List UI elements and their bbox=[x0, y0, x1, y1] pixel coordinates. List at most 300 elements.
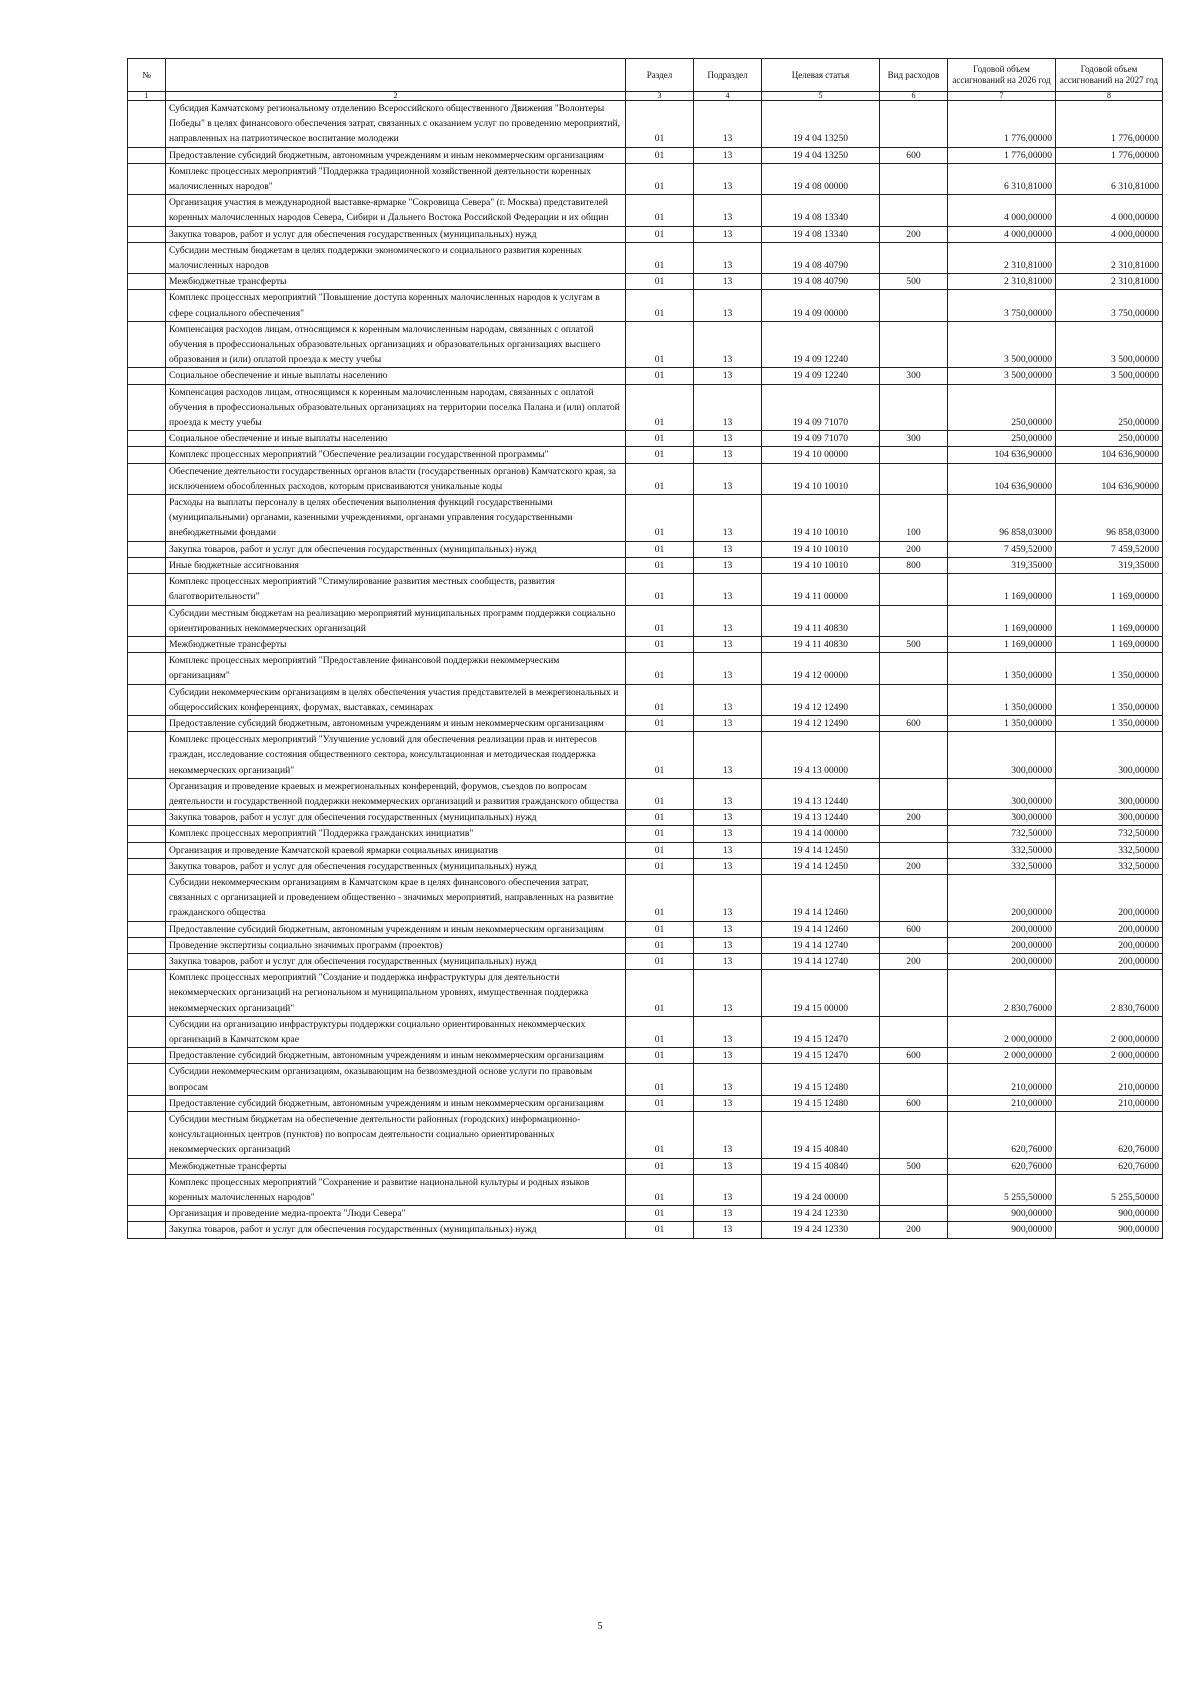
table-row bbox=[128, 195, 1163, 226]
row-2027-cell: 2 000,00000 bbox=[1056, 1048, 1163, 1064]
row-podrazdel-cell: 13 bbox=[694, 970, 762, 1017]
row-target-cell: 19 4 10 10010 bbox=[762, 557, 880, 573]
row-2027-cell: 1 776,00000 bbox=[1056, 147, 1163, 163]
row-razdel-cell: 01 bbox=[626, 290, 694, 321]
row-2026-cell: 300,00000 bbox=[948, 778, 1056, 809]
row-2026-cell: 2 830,76000 bbox=[948, 970, 1056, 1017]
table-body bbox=[128, 101, 1163, 1239]
row-razdel-cell: 01 bbox=[626, 1174, 694, 1205]
row-target-cell: 19 4 13 12440 bbox=[762, 810, 880, 826]
row-2027-cell: 900,00000 bbox=[1056, 1206, 1163, 1222]
row-number-cell bbox=[128, 290, 166, 321]
row-number-cell bbox=[128, 826, 166, 842]
col-number: 7 bbox=[948, 92, 1056, 101]
row-name-cell: Компенсация расходов лицам, относящимся к коренным малочисленным народам, связанных с оплатой обучения в профессиональных образовательных организациях и образовательных организациях высшего образования и (или) оплатой проезда к месту учебы bbox=[166, 321, 626, 368]
row-2026-cell: 200,00000 bbox=[948, 921, 1056, 937]
row-2026-cell: 5 255,50000 bbox=[948, 1174, 1056, 1205]
row-2027-cell: 96 858,03000 bbox=[1056, 495, 1163, 542]
row-number-cell bbox=[128, 778, 166, 809]
page-number: 5 bbox=[597, 1621, 603, 1632]
table-row bbox=[128, 384, 1163, 431]
row-podrazdel-cell: 13 bbox=[694, 226, 762, 242]
row-2026-cell: 300,00000 bbox=[948, 810, 1056, 826]
row-podrazdel-cell: 13 bbox=[694, 163, 762, 194]
row-name-cell: Межбюджетные трансферты bbox=[166, 1158, 626, 1174]
row-name-cell: Иные бюджетные ассигнования bbox=[166, 557, 626, 573]
row-2027-cell: 300,00000 bbox=[1056, 810, 1163, 826]
row-number-cell bbox=[128, 226, 166, 242]
row-podrazdel-cell: 13 bbox=[694, 636, 762, 652]
row-2026-cell: 1 776,00000 bbox=[948, 101, 1056, 148]
row-podrazdel-cell: 13 bbox=[694, 842, 762, 858]
row-2026-cell: 332,50000 bbox=[948, 858, 1056, 874]
row-2026-cell: 319,35000 bbox=[948, 557, 1056, 573]
row-2026-cell: 1 169,00000 bbox=[948, 605, 1056, 636]
row-razdel-cell: 01 bbox=[626, 653, 694, 684]
row-razdel-cell: 01 bbox=[626, 163, 694, 194]
row-2027-cell: 3 500,00000 bbox=[1056, 321, 1163, 368]
table-row bbox=[128, 636, 1163, 652]
table-row bbox=[128, 557, 1163, 573]
row-razdel-cell: 01 bbox=[626, 1095, 694, 1111]
row-target-cell: 19 4 15 40840 bbox=[762, 1112, 880, 1159]
row-number-cell bbox=[128, 384, 166, 431]
row-2026-cell: 332,50000 bbox=[948, 842, 1056, 858]
row-razdel-cell: 01 bbox=[626, 1222, 694, 1238]
row-vid-cell bbox=[880, 842, 948, 858]
row-2026-cell: 4 000,00000 bbox=[948, 195, 1056, 226]
row-razdel-cell: 01 bbox=[626, 431, 694, 447]
row-2027-cell: 200,00000 bbox=[1056, 937, 1163, 953]
row-name-cell: Организация и проведение медиа-проекта "Люди Севера" bbox=[166, 1206, 626, 1222]
row-number-cell bbox=[128, 1095, 166, 1111]
row-razdel-cell: 01 bbox=[626, 384, 694, 431]
row-razdel-cell: 01 bbox=[626, 557, 694, 573]
row-name-cell: Комплекс процессных мероприятий "Поддержка традиционной хозяйственной деятельности коренных малочисленных народов" bbox=[166, 163, 626, 194]
row-target-cell: 19 4 04 13250 bbox=[762, 101, 880, 148]
row-vid-cell bbox=[880, 384, 948, 431]
row-2027-cell: 2 000,00000 bbox=[1056, 1016, 1163, 1047]
row-2027-cell: 210,00000 bbox=[1056, 1095, 1163, 1111]
row-razdel-cell: 01 bbox=[626, 842, 694, 858]
row-razdel-cell: 01 bbox=[626, 226, 694, 242]
row-vid-cell bbox=[880, 1064, 948, 1095]
row-2027-cell: 1 169,00000 bbox=[1056, 636, 1163, 652]
row-2027-cell: 620,76000 bbox=[1056, 1112, 1163, 1159]
row-name-cell: Комплекс процессных мероприятий "Создание и поддержка инфраструктуры для деятельности некоммерческих организаций на региональном и муниципальном уровнях, имущественная поддержка некоммерческих организаций" bbox=[166, 970, 626, 1017]
row-podrazdel-cell: 13 bbox=[694, 447, 762, 463]
row-name-cell: Комплекс процессных мероприятий "Улучшение условий для обеспечения реализации прав и интересов граждан, исследование состояния общественного сектора, консультационная и методическая поддержка некоммерческих организаций" bbox=[166, 732, 626, 779]
col-number: 6 bbox=[880, 92, 948, 101]
row-target-cell: 19 4 09 00000 bbox=[762, 290, 880, 321]
row-2027-cell: 104 636,90000 bbox=[1056, 447, 1163, 463]
row-podrazdel-cell: 13 bbox=[694, 101, 762, 148]
row-podrazdel-cell: 13 bbox=[694, 368, 762, 384]
table-row bbox=[128, 463, 1163, 494]
row-target-cell: 19 4 14 12460 bbox=[762, 921, 880, 937]
row-razdel-cell: 01 bbox=[626, 541, 694, 557]
row-vid-cell bbox=[880, 653, 948, 684]
col-number: 4 bbox=[694, 92, 762, 101]
row-podrazdel-cell: 13 bbox=[694, 431, 762, 447]
row-2026-cell: 1 350,00000 bbox=[948, 715, 1056, 731]
row-2026-cell: 1 169,00000 bbox=[948, 574, 1056, 605]
row-razdel-cell: 01 bbox=[626, 495, 694, 542]
row-number-cell bbox=[128, 431, 166, 447]
row-target-cell: 19 4 14 00000 bbox=[762, 826, 880, 842]
table-row bbox=[128, 226, 1163, 242]
table-row bbox=[128, 826, 1163, 842]
row-target-cell: 19 4 24 12330 bbox=[762, 1206, 880, 1222]
row-target-cell: 19 4 24 00000 bbox=[762, 1174, 880, 1205]
row-number-cell bbox=[128, 195, 166, 226]
row-razdel-cell: 01 bbox=[626, 1112, 694, 1159]
row-podrazdel-cell: 13 bbox=[694, 463, 762, 494]
row-target-cell: 19 4 10 00000 bbox=[762, 447, 880, 463]
table-row bbox=[128, 810, 1163, 826]
row-number-cell bbox=[128, 842, 166, 858]
row-podrazdel-cell: 13 bbox=[694, 778, 762, 809]
row-number-cell bbox=[128, 557, 166, 573]
row-number-cell bbox=[128, 163, 166, 194]
row-podrazdel-cell: 13 bbox=[694, 684, 762, 715]
table-row bbox=[128, 715, 1163, 731]
row-target-cell: 19 4 14 12460 bbox=[762, 874, 880, 921]
row-target-cell: 19 4 12 00000 bbox=[762, 653, 880, 684]
header-razdel: Раздел bbox=[626, 59, 694, 92]
row-2027-cell: 732,50000 bbox=[1056, 826, 1163, 842]
row-number-cell bbox=[128, 810, 166, 826]
row-vid-cell bbox=[880, 684, 948, 715]
table-row bbox=[128, 1158, 1163, 1174]
row-name-cell: Компенсация расходов лицам, относящимся к коренным малочисленным народам, связанных с оплатой обучения в профессиональных образовательных организациях на территории поселка Палана и (или) оплатой проезда к месту учебы bbox=[166, 384, 626, 431]
col-number: 8 bbox=[1056, 92, 1163, 101]
row-vid-cell: 600 bbox=[880, 1048, 948, 1064]
table-row bbox=[128, 101, 1163, 148]
row-podrazdel-cell: 13 bbox=[694, 574, 762, 605]
row-podrazdel-cell: 13 bbox=[694, 937, 762, 953]
row-number-cell bbox=[128, 101, 166, 148]
row-name-cell: Межбюджетные трансферты bbox=[166, 274, 626, 290]
row-2027-cell: 2 310,81000 bbox=[1056, 242, 1163, 273]
row-target-cell: 19 4 04 13250 bbox=[762, 147, 880, 163]
row-razdel-cell: 01 bbox=[626, 1064, 694, 1095]
table-row bbox=[128, 541, 1163, 557]
row-2026-cell: 1 350,00000 bbox=[948, 684, 1056, 715]
row-number-cell bbox=[128, 1112, 166, 1159]
budget-table-page bbox=[127, 58, 1159, 1239]
row-name-cell: Расходы на выплаты персоналу в целях обеспечения выполнения функций государственными (муниципальными) органами, казенными учреждениями, органами управления государственными внебюджетными фондами bbox=[166, 495, 626, 542]
row-2027-cell: 4 000,00000 bbox=[1056, 226, 1163, 242]
row-vid-cell: 200 bbox=[880, 858, 948, 874]
row-name-cell: Субсидии некоммерческим организациям в целях обеспечения участия представителей в межрегиональных и общероссийских конференциях, форумах, выставках, семинарах bbox=[166, 684, 626, 715]
col-number: 3 bbox=[626, 92, 694, 101]
row-vid-cell bbox=[880, 195, 948, 226]
row-vid-cell bbox=[880, 463, 948, 494]
row-2027-cell: 3 500,00000 bbox=[1056, 368, 1163, 384]
table-row bbox=[128, 368, 1163, 384]
row-number-cell bbox=[128, 274, 166, 290]
header-podrazdel: Подраздел bbox=[694, 59, 762, 92]
row-number-cell bbox=[128, 921, 166, 937]
row-target-cell: 19 4 15 00000 bbox=[762, 970, 880, 1017]
row-2027-cell: 1 350,00000 bbox=[1056, 715, 1163, 731]
row-vid-cell: 800 bbox=[880, 557, 948, 573]
table-row bbox=[128, 953, 1163, 969]
row-vid-cell: 200 bbox=[880, 1222, 948, 1238]
row-razdel-cell: 01 bbox=[626, 732, 694, 779]
row-name-cell: Комплекс процессных мероприятий "Поддержка гражданских инициатив" bbox=[166, 826, 626, 842]
header-2027: Годовой объем ассигнований на 2027 год bbox=[1056, 59, 1163, 92]
row-2026-cell: 2 310,81000 bbox=[948, 242, 1056, 273]
header-row bbox=[128, 59, 1163, 92]
table-row bbox=[128, 778, 1163, 809]
row-podrazdel-cell: 13 bbox=[694, 1095, 762, 1111]
row-razdel-cell: 01 bbox=[626, 684, 694, 715]
row-name-cell: Межбюджетные трансферты bbox=[166, 636, 626, 652]
row-2026-cell: 900,00000 bbox=[948, 1222, 1056, 1238]
row-2026-cell: 900,00000 bbox=[948, 1206, 1056, 1222]
row-target-cell: 19 4 15 12480 bbox=[762, 1095, 880, 1111]
header-no: № bbox=[128, 59, 166, 92]
row-2027-cell: 6 310,81000 bbox=[1056, 163, 1163, 194]
col-number: 1 bbox=[128, 92, 166, 101]
col-number: 5 bbox=[762, 92, 880, 101]
row-target-cell: 19 4 08 13340 bbox=[762, 195, 880, 226]
row-podrazdel-cell: 13 bbox=[694, 715, 762, 731]
table-row bbox=[128, 937, 1163, 953]
row-2027-cell: 300,00000 bbox=[1056, 778, 1163, 809]
row-razdel-cell: 01 bbox=[626, 636, 694, 652]
row-2026-cell: 200,00000 bbox=[948, 953, 1056, 969]
row-number-cell bbox=[128, 463, 166, 494]
row-vid-cell: 100 bbox=[880, 495, 948, 542]
row-vid-cell: 600 bbox=[880, 715, 948, 731]
row-name-cell: Предоставление субсидий бюджетным, автономным учреждениям и иным некоммерческим организациям bbox=[166, 1095, 626, 1111]
row-vid-cell: 200 bbox=[880, 541, 948, 557]
row-2027-cell: 1 169,00000 bbox=[1056, 574, 1163, 605]
table-row bbox=[128, 1095, 1163, 1111]
row-vid-cell: 200 bbox=[880, 226, 948, 242]
row-razdel-cell: 01 bbox=[626, 605, 694, 636]
row-2026-cell: 210,00000 bbox=[948, 1064, 1056, 1095]
row-2026-cell: 250,00000 bbox=[948, 431, 1056, 447]
row-2026-cell: 200,00000 bbox=[948, 874, 1056, 921]
row-vid-cell bbox=[880, 874, 948, 921]
table-row bbox=[128, 605, 1163, 636]
row-target-cell: 19 4 08 00000 bbox=[762, 163, 880, 194]
row-podrazdel-cell: 13 bbox=[694, 195, 762, 226]
row-number-cell bbox=[128, 1222, 166, 1238]
row-2026-cell: 250,00000 bbox=[948, 384, 1056, 431]
row-podrazdel-cell: 13 bbox=[694, 653, 762, 684]
table-row bbox=[128, 447, 1163, 463]
row-number-cell bbox=[128, 605, 166, 636]
row-number-cell bbox=[128, 321, 166, 368]
row-2027-cell: 332,50000 bbox=[1056, 842, 1163, 858]
row-2026-cell: 2 310,81000 bbox=[948, 274, 1056, 290]
row-razdel-cell: 01 bbox=[626, 1206, 694, 1222]
row-razdel-cell: 01 bbox=[626, 321, 694, 368]
row-2027-cell: 1 350,00000 bbox=[1056, 684, 1163, 715]
row-2026-cell: 104 636,90000 bbox=[948, 463, 1056, 494]
row-name-cell: Субсидии местным бюджетам на реализацию мероприятий муниципальных программ поддержки социально ориентированных некоммерческих организаций bbox=[166, 605, 626, 636]
row-number-cell bbox=[128, 1048, 166, 1064]
table-row bbox=[128, 732, 1163, 779]
row-2027-cell: 332,50000 bbox=[1056, 858, 1163, 874]
table-row bbox=[128, 970, 1163, 1017]
table-row bbox=[128, 874, 1163, 921]
row-number-cell bbox=[128, 1016, 166, 1047]
row-2027-cell: 1 350,00000 bbox=[1056, 653, 1163, 684]
row-2026-cell: 1 350,00000 bbox=[948, 653, 1056, 684]
table-row bbox=[128, 1174, 1163, 1205]
row-2027-cell: 2 830,76000 bbox=[1056, 970, 1163, 1017]
row-number-cell bbox=[128, 684, 166, 715]
row-name-cell: Комплекс процессных мероприятий "Предоставление финансовой поддержки некоммерческим организациям" bbox=[166, 653, 626, 684]
table-row bbox=[128, 1112, 1163, 1159]
row-2027-cell: 620,76000 bbox=[1056, 1158, 1163, 1174]
row-target-cell: 19 4 15 12480 bbox=[762, 1064, 880, 1095]
row-target-cell: 19 4 24 12330 bbox=[762, 1222, 880, 1238]
row-podrazdel-cell: 13 bbox=[694, 1016, 762, 1047]
row-name-cell: Обеспечение деятельности государственных органов власти (государственных органов) Камчатского края, за исключением обособленных расходов, которым присваиваются уникальные коды bbox=[166, 463, 626, 494]
table-row bbox=[128, 431, 1163, 447]
row-razdel-cell: 01 bbox=[626, 1016, 694, 1047]
row-name-cell: Субсидии некоммерческим организациям, оказывающим на безвозмездной основе услуги по правовым вопросам bbox=[166, 1064, 626, 1095]
row-name-cell: Субсидии местным бюджетам в целях поддержки экономического и социального развития коренных малочисленных народов bbox=[166, 242, 626, 273]
row-vid-cell bbox=[880, 937, 948, 953]
row-name-cell: Организация и проведение краевых и межрегиональных конференций, форумов, съездов по вопросам деятельности и государственной поддержки некоммерческих организаций и развития гражданского общества bbox=[166, 778, 626, 809]
row-podrazdel-cell: 13 bbox=[694, 147, 762, 163]
table-row bbox=[128, 1064, 1163, 1095]
row-razdel-cell: 01 bbox=[626, 574, 694, 605]
row-target-cell: 19 4 14 12450 bbox=[762, 842, 880, 858]
row-vid-cell: 300 bbox=[880, 431, 948, 447]
row-razdel-cell: 01 bbox=[626, 953, 694, 969]
header-name bbox=[166, 59, 626, 92]
row-2026-cell: 732,50000 bbox=[948, 826, 1056, 842]
row-podrazdel-cell: 13 bbox=[694, 242, 762, 273]
row-razdel-cell: 01 bbox=[626, 921, 694, 937]
row-number-cell bbox=[128, 574, 166, 605]
row-razdel-cell: 01 bbox=[626, 368, 694, 384]
row-razdel-cell: 01 bbox=[626, 778, 694, 809]
row-podrazdel-cell: 13 bbox=[694, 732, 762, 779]
row-2026-cell: 620,76000 bbox=[948, 1112, 1056, 1159]
row-name-cell: Субсидии местным бюджетам на обеспечение деятельности районных (городских) информационно-консультационных центров (пунктов) по вопросам деятельности социально ориентированных некоммерческих организаций bbox=[166, 1112, 626, 1159]
row-vid-cell bbox=[880, 1112, 948, 1159]
col-number: 2 bbox=[166, 92, 626, 101]
row-razdel-cell: 01 bbox=[626, 858, 694, 874]
row-razdel-cell: 01 bbox=[626, 1158, 694, 1174]
row-vid-cell bbox=[880, 970, 948, 1017]
row-razdel-cell: 01 bbox=[626, 810, 694, 826]
row-vid-cell bbox=[880, 1016, 948, 1047]
row-vid-cell: 500 bbox=[880, 1158, 948, 1174]
row-razdel-cell: 01 bbox=[626, 447, 694, 463]
row-target-cell: 19 4 09 71070 bbox=[762, 384, 880, 431]
table-row bbox=[128, 858, 1163, 874]
row-name-cell: Организация и проведение Камчатской краевой ярмарки социальных инициатив bbox=[166, 842, 626, 858]
row-2027-cell: 900,00000 bbox=[1056, 1222, 1163, 1238]
row-name-cell: Комплекс процессных мероприятий "Стимулирование развития местных сообществ, развития благотворительности" bbox=[166, 574, 626, 605]
row-target-cell: 19 4 15 12470 bbox=[762, 1048, 880, 1064]
table-row bbox=[128, 163, 1163, 194]
row-target-cell: 19 4 09 71070 bbox=[762, 431, 880, 447]
table-row bbox=[128, 921, 1163, 937]
row-name-cell: Проведение экспертизы социально значимых программ (проектов) bbox=[166, 937, 626, 953]
row-vid-cell bbox=[880, 778, 948, 809]
row-name-cell: Организация участия в международной выставке-ярмарке "Сокровища Севера" (г. Москва) представителей коренных малочисленных народов Севера, Сибири и Дальнего Востока Российской Федерации и их общин bbox=[166, 195, 626, 226]
row-2026-cell: 96 858,03000 bbox=[948, 495, 1056, 542]
row-podrazdel-cell: 13 bbox=[694, 826, 762, 842]
row-number-cell bbox=[128, 715, 166, 731]
row-2027-cell: 5 255,50000 bbox=[1056, 1174, 1163, 1205]
row-podrazdel-cell: 13 bbox=[694, 557, 762, 573]
row-podrazdel-cell: 13 bbox=[694, 1112, 762, 1159]
row-2026-cell: 7 459,52000 bbox=[948, 541, 1056, 557]
table-row bbox=[128, 321, 1163, 368]
row-number-cell bbox=[128, 147, 166, 163]
row-vid-cell bbox=[880, 1174, 948, 1205]
row-2027-cell: 200,00000 bbox=[1056, 953, 1163, 969]
row-razdel-cell: 01 bbox=[626, 826, 694, 842]
row-target-cell: 19 4 14 12450 bbox=[762, 858, 880, 874]
row-target-cell: 19 4 13 00000 bbox=[762, 732, 880, 779]
row-2026-cell: 3 500,00000 bbox=[948, 368, 1056, 384]
row-name-cell: Субсидия Камчатскому региональному отделению Всероссийского общественного Движения "Волонтеры Победы" в целях финансового обеспечения затрат, связанных с оказанием услуг по проведению мероприятий, направленных на патриотическое воспитание молодежи bbox=[166, 101, 626, 148]
row-target-cell: 19 4 10 10010 bbox=[762, 541, 880, 557]
row-2027-cell: 1 169,00000 bbox=[1056, 605, 1163, 636]
table-row bbox=[128, 684, 1163, 715]
row-vid-cell: 200 bbox=[880, 810, 948, 826]
table-row bbox=[128, 653, 1163, 684]
row-2026-cell: 1 776,00000 bbox=[948, 147, 1056, 163]
row-name-cell: Предоставление субсидий бюджетным, автономным учреждениям и иным некоммерческим организациям bbox=[166, 1048, 626, 1064]
row-target-cell: 19 4 14 12740 bbox=[762, 953, 880, 969]
row-name-cell: Закупка товаров, работ и услуг для обеспечения государственных (муниципальных) нужд bbox=[166, 541, 626, 557]
row-name-cell: Закупка товаров, работ и услуг для обеспечения государственных (муниципальных) нужд bbox=[166, 858, 626, 874]
row-2027-cell: 250,00000 bbox=[1056, 384, 1163, 431]
row-vid-cell bbox=[880, 321, 948, 368]
row-2027-cell: 200,00000 bbox=[1056, 874, 1163, 921]
column-number-row bbox=[128, 92, 1163, 101]
row-razdel-cell: 01 bbox=[626, 195, 694, 226]
budget-table bbox=[127, 58, 1163, 1239]
row-number-cell bbox=[128, 1174, 166, 1205]
row-razdel-cell: 01 bbox=[626, 970, 694, 1017]
table-row bbox=[128, 495, 1163, 542]
table-row bbox=[128, 290, 1163, 321]
row-vid-cell: 600 bbox=[880, 1095, 948, 1111]
table-row bbox=[128, 1222, 1163, 1238]
row-razdel-cell: 01 bbox=[626, 937, 694, 953]
row-target-cell: 19 4 08 40790 bbox=[762, 242, 880, 273]
row-razdel-cell: 01 bbox=[626, 874, 694, 921]
row-vid-cell: 200 bbox=[880, 953, 948, 969]
row-number-cell bbox=[128, 874, 166, 921]
row-vid-cell bbox=[880, 163, 948, 194]
row-podrazdel-cell: 13 bbox=[694, 953, 762, 969]
row-podrazdel-cell: 13 bbox=[694, 858, 762, 874]
row-vid-cell bbox=[880, 242, 948, 273]
row-razdel-cell: 01 bbox=[626, 463, 694, 494]
row-name-cell: Комплекс процессных мероприятий "Сохранение и развитие национальной культуры и родных языков коренных малочисленных народов" bbox=[166, 1174, 626, 1205]
row-vid-cell: 500 bbox=[880, 274, 948, 290]
row-2026-cell: 620,76000 bbox=[948, 1158, 1056, 1174]
row-2026-cell: 3 750,00000 bbox=[948, 290, 1056, 321]
